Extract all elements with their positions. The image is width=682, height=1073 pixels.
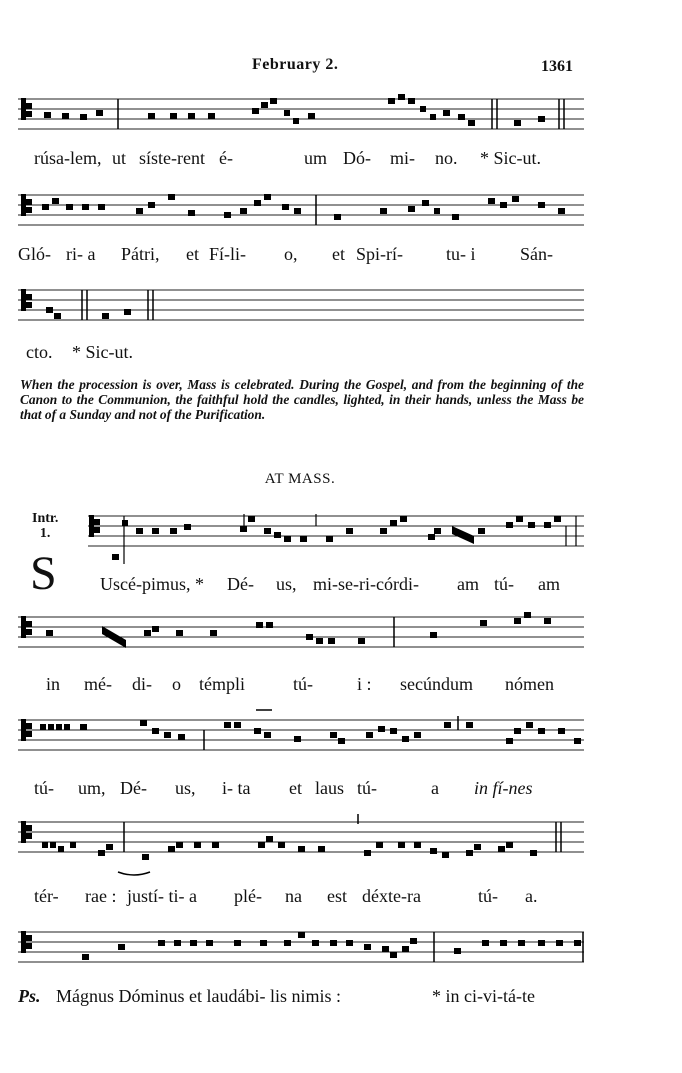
syllable: laus <box>315 778 344 798</box>
chant-staff-2 <box>18 190 584 234</box>
lyric-line-5 <box>0 674 682 698</box>
syllable: tú- <box>357 778 377 798</box>
psalm-label: Ps. <box>18 986 41 1006</box>
syllable: na <box>285 886 302 906</box>
chant-staff-5 <box>18 612 584 656</box>
syllable: um <box>304 148 328 168</box>
lyric-line-6 <box>0 778 682 802</box>
syllable: Pátri, <box>121 244 160 264</box>
lyric-line-1 <box>0 148 682 172</box>
page-number: 1361 <box>541 58 573 75</box>
syllable: tú- <box>478 886 498 906</box>
chant-staff-4 <box>88 508 584 570</box>
syllable: tu- i <box>446 244 476 264</box>
psalm-verse: Mágnus Dóminus et laudábi- lis nimis : <box>56 986 341 1006</box>
syllable: in <box>46 674 61 694</box>
syllable: plé- <box>234 886 262 906</box>
syllable: cto. <box>26 342 53 362</box>
drop-cap-initial: S <box>30 547 57 600</box>
syllable: no. <box>435 148 458 168</box>
syllable: ut <box>112 148 127 168</box>
introit-mode: 1. <box>39 526 51 541</box>
syllable: est <box>327 886 347 906</box>
syllable: ri- a <box>66 244 96 264</box>
syllable: justí- ti- a <box>127 886 197 906</box>
syllable: et <box>186 244 199 264</box>
syllable: mi-se-ri-córdi- <box>313 574 419 594</box>
lyric-line-7 <box>0 886 682 910</box>
lyric-line-2 <box>0 244 682 268</box>
syllable: rúsa-lem, <box>34 148 102 168</box>
running-header: February 2. <box>252 56 339 73</box>
syllable: o <box>172 674 181 694</box>
syllable: Gló- <box>18 244 51 264</box>
syllable: tér- <box>34 886 59 906</box>
introit-text: Intr. <box>32 511 59 526</box>
psalm-verse-cont: * in ci-vi-tá-te <box>432 986 535 1006</box>
syllable: o, <box>284 244 298 264</box>
syllable: am <box>457 574 479 594</box>
syllable: * Sic-ut. <box>72 342 133 362</box>
chant-staff-7 <box>18 812 584 884</box>
syllable: é- <box>219 148 233 168</box>
syllable: rae : <box>85 886 117 906</box>
syllable: secúndum <box>400 674 473 694</box>
chant-staff-3 <box>18 285 584 329</box>
syllable: nómen <box>505 674 554 694</box>
lyric-line-4 <box>0 574 682 598</box>
syllable: a <box>431 778 439 798</box>
syllable: tú- <box>293 674 313 694</box>
syllable: in fí-nes <box>474 778 533 798</box>
chant-staff-1 <box>18 94 584 138</box>
syllable: Fí-li- <box>209 244 247 264</box>
syllable: us, <box>276 574 297 594</box>
syllable: tú- <box>494 574 514 594</box>
introit-label <box>32 511 58 541</box>
syllable: tú- <box>34 778 54 798</box>
syllable: us, <box>175 778 196 798</box>
syllable: Spi-rí- <box>356 244 403 264</box>
syllable: * Sic-ut. <box>480 148 541 168</box>
lyric-line-8 <box>0 986 682 1010</box>
syllable: i : <box>357 674 372 694</box>
syllable: Sán- <box>520 244 553 264</box>
syllable: a. <box>525 886 538 906</box>
chant-staff-8 <box>18 922 584 972</box>
syllable: mi- <box>390 148 415 168</box>
syllable: di- <box>132 674 152 694</box>
section-title: AT MASS. <box>264 471 336 487</box>
syllable: mé- <box>84 674 112 694</box>
rubric-note: When the procession is over, Mass is celebrated. During the Gospel, and from the beginning of the Canon to the Communion, the faithful hold the candles, lighted, in their hands, unless the Mass be that of a Sunday and not of the Purification. <box>20 377 584 422</box>
syllable: um, <box>78 778 106 798</box>
chant-staff-6 <box>18 708 584 752</box>
syllable: et <box>289 778 302 798</box>
syllable: Dó- <box>343 148 371 168</box>
syllable: témpli <box>199 674 245 694</box>
syllable: síste-rent <box>139 148 205 168</box>
syllable: am <box>538 574 560 594</box>
syllable: et <box>332 244 345 264</box>
syllable: i- ta <box>222 778 251 798</box>
syllable: Uscé-pimus, * <box>100 574 204 594</box>
syllable: Dé- <box>227 574 254 594</box>
syllable: déxte-ra <box>362 886 421 906</box>
lyric-line-3 <box>0 342 682 366</box>
syllable: Dé- <box>120 778 147 798</box>
